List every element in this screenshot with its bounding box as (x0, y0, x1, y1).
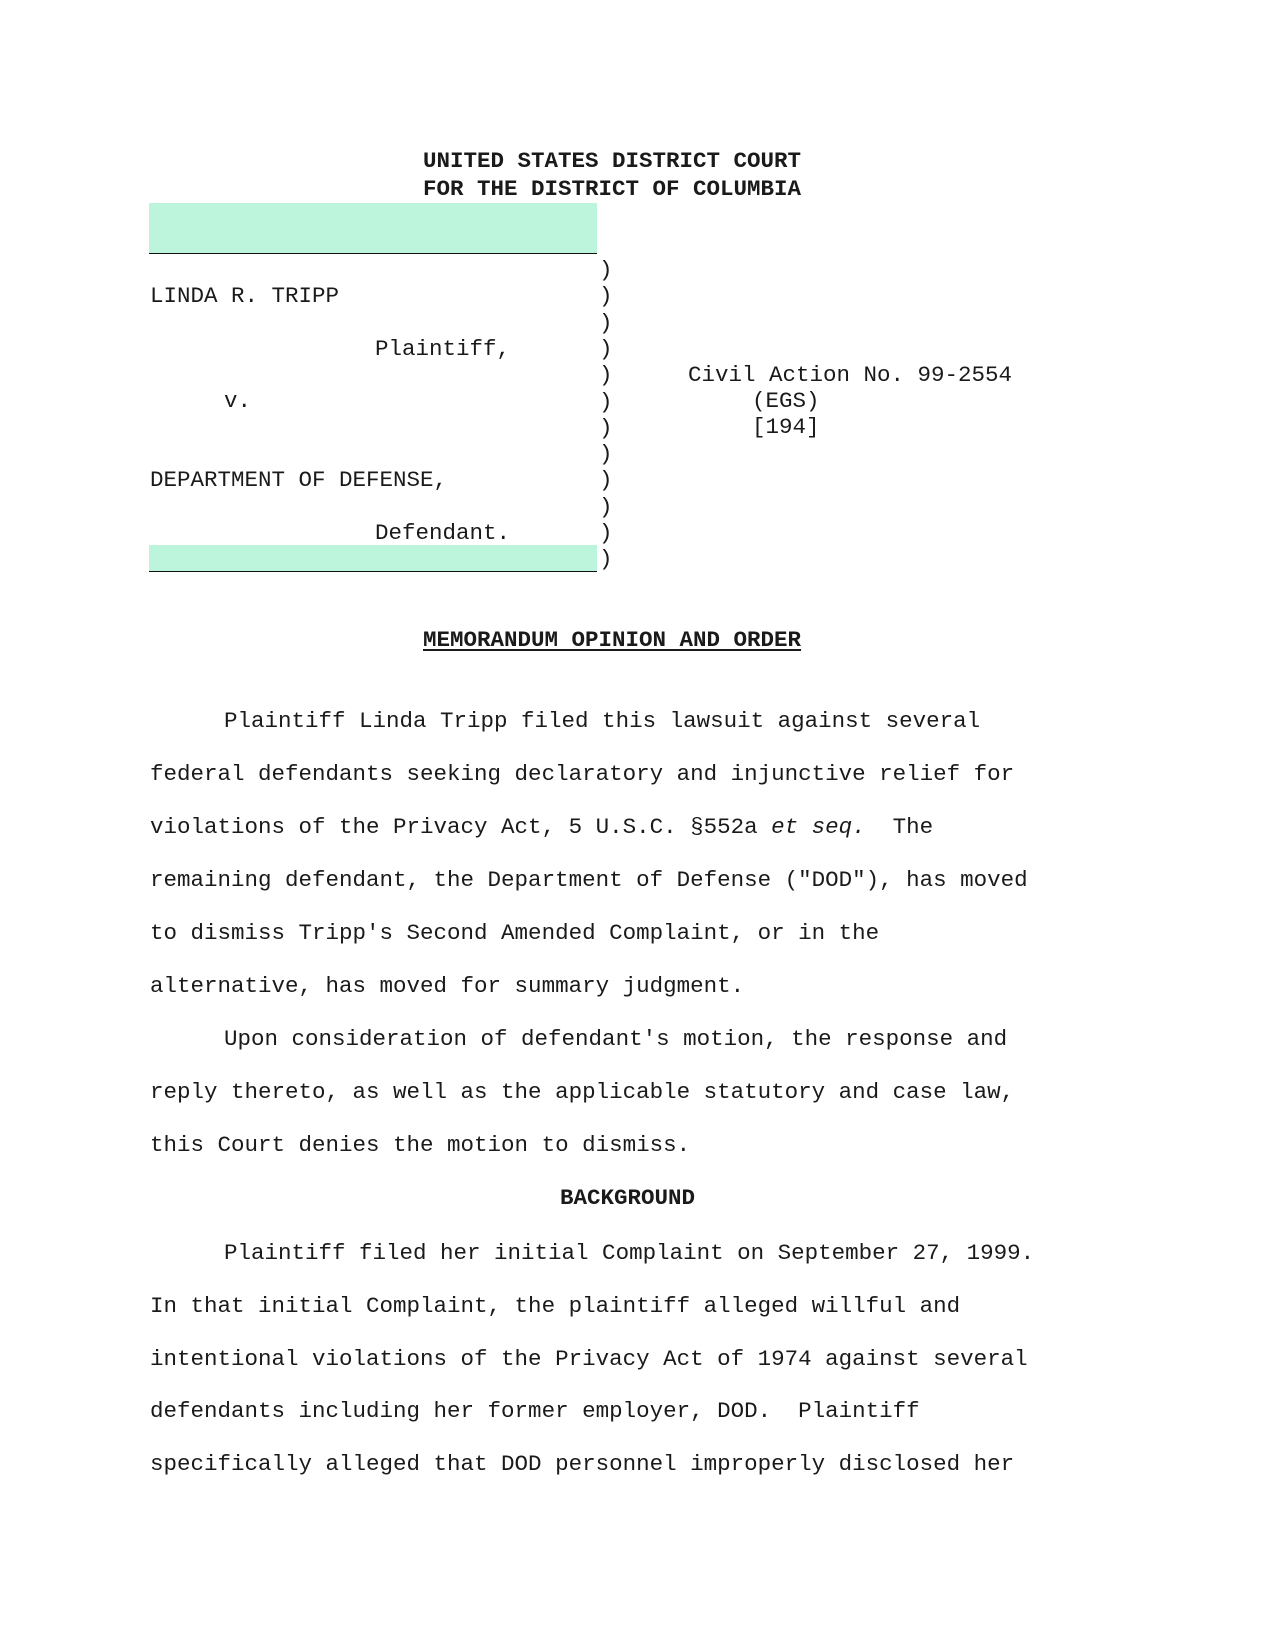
defendant-role: Defendant. (375, 520, 511, 546)
caption-rule-bottom (149, 571, 597, 572)
docket-number: [194] (752, 414, 820, 440)
caption-paren: ) (599, 309, 613, 336)
caption-paren: ) (599, 493, 613, 520)
paragraph-1-line-6: alternative, has moved for summary judgment. (150, 973, 745, 999)
paragraph-3-line-3: intentional violations of the Privacy Act of 1974 against several (150, 1346, 1028, 1372)
paragraph-3-line-1: Plaintiff filed her initial Complaint on September 27, 1999. (224, 1240, 1035, 1266)
line-3-text-b: The (865, 814, 934, 840)
caption-rule-top (149, 253, 597, 254)
caption-paren: ) (599, 283, 613, 310)
background-heading: BACKGROUND (560, 1185, 696, 1211)
paragraph-1-line-1: Plaintiff Linda Tripp filed this lawsuit against several (224, 708, 981, 734)
caption-paren: ) (599, 335, 613, 362)
caption-paren: ) (599, 257, 613, 283)
caption-paren: ) (599, 546, 613, 573)
court-name: UNITED STATES DISTRICT COURT (423, 148, 802, 174)
caption-paren: ) (599, 414, 613, 441)
caption-paren: ) (599, 467, 613, 494)
versus-label: v. (224, 388, 252, 414)
document-title: MEMORANDUM OPINION AND ORDER (423, 627, 802, 653)
paragraph-3-line-4: defendants including her former employer, DOD. Plaintiff (150, 1398, 920, 1424)
et-seq-italic: et seq. (771, 814, 866, 840)
caption-paren: ) (599, 520, 613, 546)
caption-paren: ) (599, 388, 613, 415)
caption-highlight-bottom (149, 545, 597, 572)
caption-highlight-top (149, 203, 597, 254)
paragraph-2-line-2: reply thereto, as well as the applicable statutory and case law, (150, 1079, 1015, 1105)
civil-action-number: Civil Action No. 99-2554 (688, 362, 1013, 388)
court-district: FOR THE DISTRICT OF COLUMBIA (423, 176, 802, 202)
plaintiff-role: Plaintiff, (375, 336, 511, 362)
plaintiff-name: LINDA R. TRIPP (150, 283, 340, 309)
paragraph-1-line-2: federal defendants seeking declaratory and injunctive relief for (150, 761, 1015, 787)
caption-paren: ) (599, 441, 613, 468)
judge-initials: (EGS) (752, 388, 820, 414)
defendant-name: DEPARTMENT OF DEFENSE, (150, 467, 448, 493)
line-3-text-a: violations of the Privacy Act, 5 U.S.C. §552a (150, 814, 772, 840)
paragraph-1-line-3 (150, 814, 933, 840)
paragraph-2-line-3: this Court denies the motion to dismiss. (150, 1132, 691, 1158)
paragraph-3-line-5: specifically alleged that DOD personnel improperly disclosed her (150, 1451, 1015, 1477)
caption-paren: ) (599, 362, 613, 389)
paragraph-1-line-4: remaining defendant, the Department of Defense ("DOD"), has moved (150, 867, 1028, 893)
paragraph-1-line-5: to dismiss Tripp's Second Amended Complaint, or in the (150, 920, 880, 946)
paragraph-2-line-1: Upon consideration of defendant's motion, the response and (224, 1026, 1008, 1052)
paragraph-3-line-2: In that initial Complaint, the plaintiff alleged willful and (150, 1293, 961, 1319)
